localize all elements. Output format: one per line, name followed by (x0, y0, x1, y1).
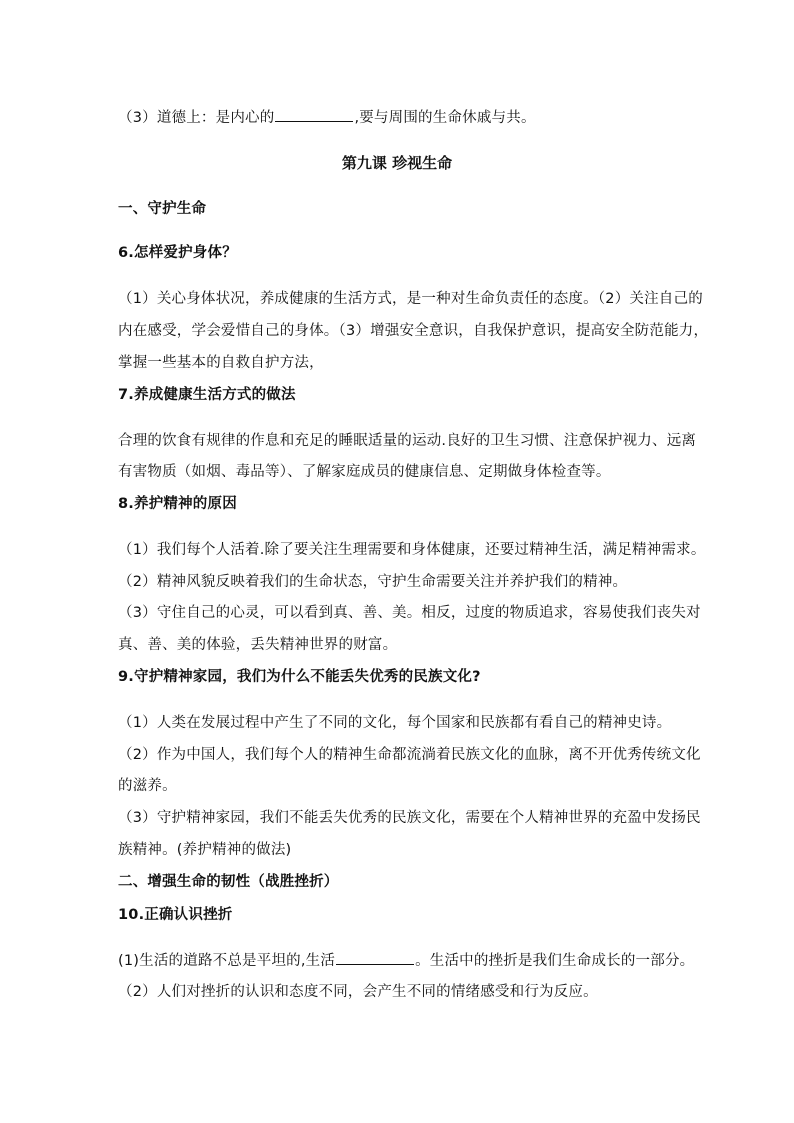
q9-line-3: 的滋养。 (118, 778, 177, 794)
intro-suffix: ,要与周围的生命休戚与共。 (354, 110, 536, 126)
q8-line-4: 真、善、美的体验，丢失精神世界的财富。 (118, 637, 398, 653)
q10-line-1 (118, 950, 718, 971)
section-title-2: 二、增强生命的韧性（战胜挫折） (118, 874, 339, 890)
q10-line-1-suffix: 。生活中的挫折是我们生命成长的一部分。 (415, 953, 695, 969)
q10-line-2: （2）人们对挫折的认识和态度不同，会产生不同的情绪感受和行为反应。 (118, 984, 598, 1000)
q7-line-1: 合理的饮食有规律的作息和充足的睡眠适量的运动.良好的卫生习惯、注意保护视力、远离 (118, 433, 697, 449)
intro-line (118, 107, 718, 128)
q9-line-1: （1）人类在发展过程中产生了不同的文化，每个国家和民族都有看自己的精神史诗。 (118, 715, 672, 731)
q10-title: 10.正确认识挫折 (118, 907, 233, 923)
q8-line-3: （3）守住自己的心灵，可以看到真、善、美。相反，过度的物质追求，容易使我们丧失对 (118, 605, 701, 621)
q7-line-2: 有害物质（如烟、毒品等）、了解家庭成员的健康信息、定期做身体检查等。 (118, 464, 611, 480)
q10-line-1-prefix: (1)生活的道路不总是平坦的,生活 (118, 953, 336, 969)
q9-line-4: （3）守护精神家园，我们不能丢失优秀的民族文化，需要在个人精神世界的充盈中发扬民 (118, 810, 701, 826)
q9-title: 9.守护精神家园，我们为什么不能丢失优秀的民族文化? (118, 669, 481, 685)
fill-blank (275, 107, 353, 122)
q7-title: 7.养成健康生活方式的做法 (118, 387, 296, 403)
q9-line-5: 族精神。(养护精神的做法) (118, 842, 292, 858)
q6-line-1: （1）关心身体状况，养成健康的生活方式，是一种对生命负责任的态度。（2）关注自己的 (118, 291, 703, 307)
q6-title: 6.怎样爱护身体？ (118, 245, 237, 261)
lesson-title: 第九课 珍视生命 (341, 154, 453, 172)
q9-line-2: （2）作为中国人，我们每个人的精神生命都流淌着民族文化的血脉，离不开优秀传统文化 (118, 747, 701, 763)
q6-line-3: 掌握一些基本的自救自护方法， (118, 355, 324, 371)
q8-title: 8.养护精神的原因 (118, 496, 237, 512)
section-title-1: 一、守护生命 (118, 201, 207, 217)
q8-line-2: （2）精神风貌反映着我们的生命状态，守护生命需要关注并养护我们的精神。 (118, 574, 628, 590)
fill-blank (336, 950, 414, 965)
q6-line-2: 内在感受，学会爱惜自己的身体。（3）增强安全意识，自我保护意识，提高安全防范能力， (118, 323, 709, 339)
q8-line-1: （1）我们每个人活着.除了要关注生理需要和身体健康，还要过精神生活，满足精神需求。 (118, 542, 706, 558)
intro-prefix: （3）道德上：是内心的 (118, 110, 275, 126)
